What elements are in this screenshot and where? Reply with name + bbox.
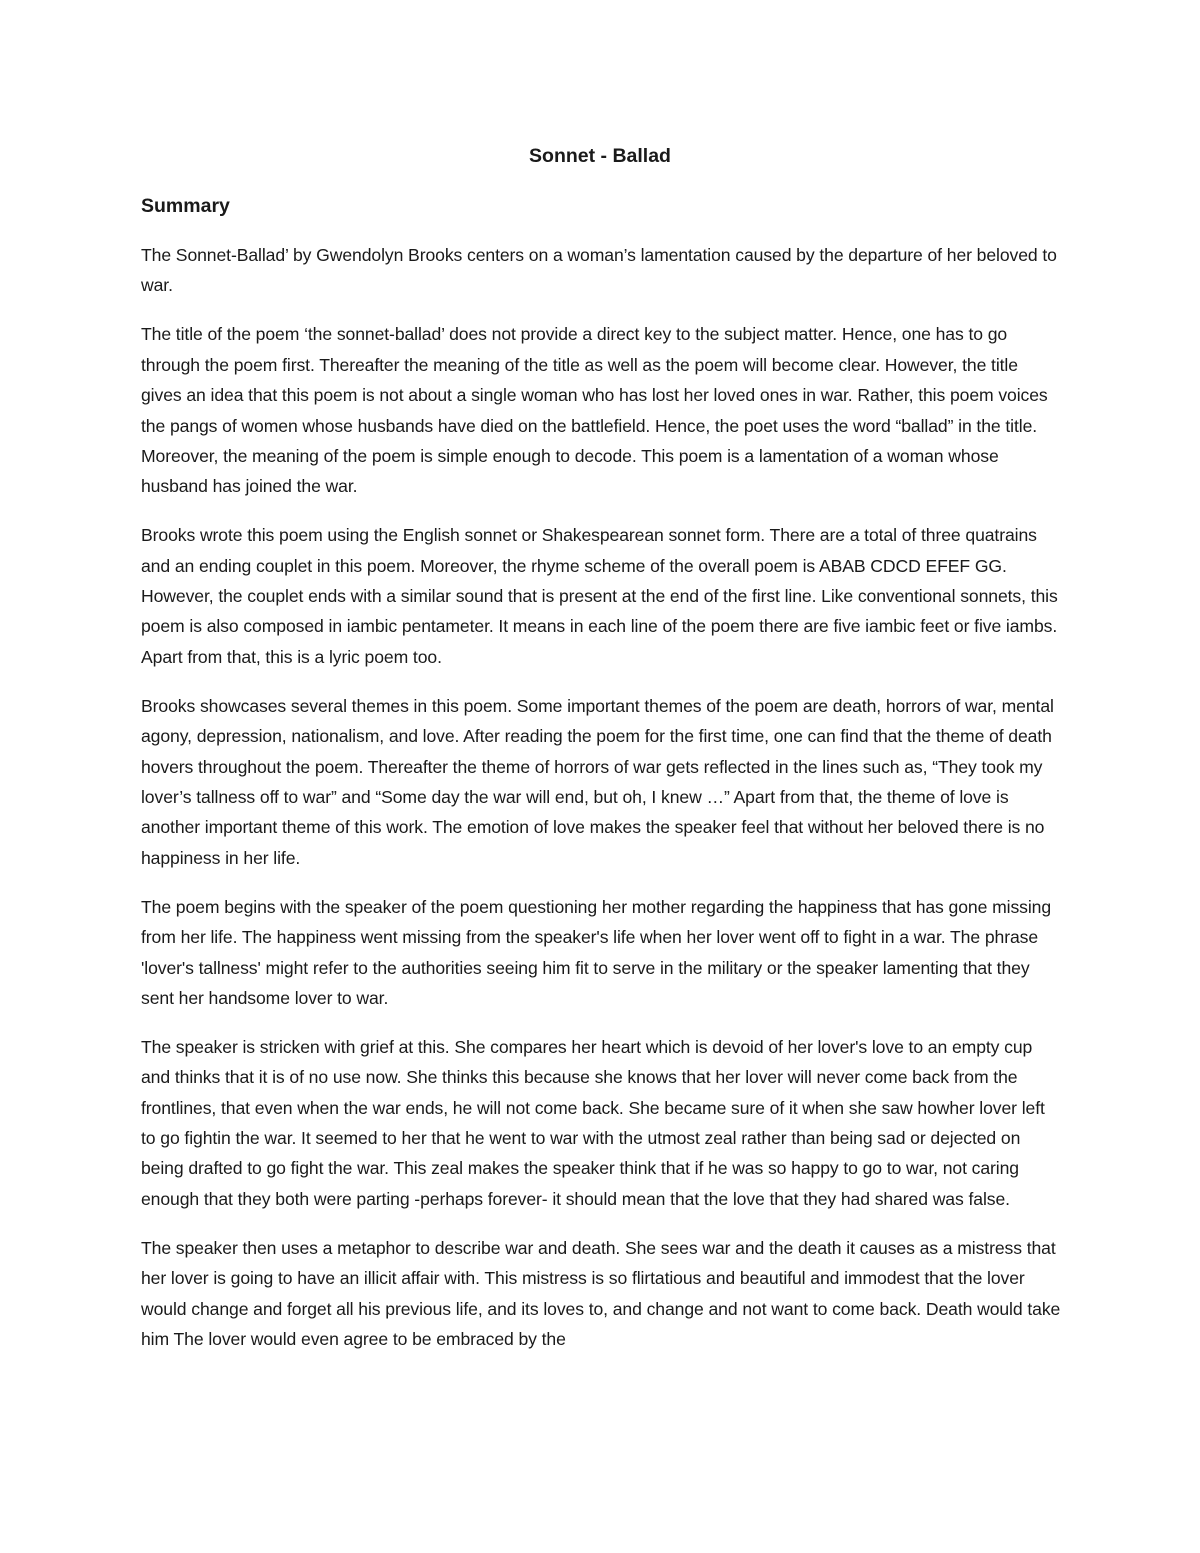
- paragraph-title-meaning: The title of the poem ‘the sonnet-ballad’ does not provide a direct key to the subject matter. Hence, one has to go through the poem first. Thereafter the meaning of the title as well as the poem will become clear. However, the title gives an idea that this poem is not about a single woman who has lost her loved ones in war. Rather, this poem voices the pangs of women whose husbands have died on the battlefield. Hence, the poet uses the word “ballad” in the title. Moreover, the meaning of the poem is simple enough to decode. This poem is a lamentation of a woman whose husband has joined the war.: [141, 324, 1048, 497]
- section-heading-summary: Summary: [141, 195, 230, 217]
- paragraph-intro: The Sonnet-Ballad’ by Gwendolyn Brooks centers on a woman’s lamentation caused by the departure of her beloved to war.: [141, 245, 1057, 296]
- document-body: [141, 240, 1061, 1373]
- paragraph-metaphor: The speaker then uses a metaphor to describe war and death. She sees war and the death it causes as a mistress that her lover is going to have an illicit affair with. This mistress is so flirtatious and beautiful and immodest that the lover would change and forget all his previous life, and its loves to, and change and not want to come back. Death would take him The lover would even agree to be embraced by the: [141, 1237, 1061, 1349]
- page-title: Sonnet - Ballad: [529, 145, 671, 167]
- paragraph-grief: The speaker is stricken with grief at this. She compares her heart which is devoid of her lover's love to an empty cup and thinks that it is of no use now. She thinks this because she knows that her lover will never come back from the frontlines, that even when the war ends, he will not come back. She became sure of it when she saw howher lover left to go fightin the war. It seemed to her that he went to war with the utmost zeal rather than being sad or dejected on being drafted to go fight the war. This zeal makes the speaker think that if he was so happy to go to war, not caring enough that they both were parting -perhaps forever- it should mean that the love that they had shared was false.: [141, 1036, 1045, 1209]
- paragraph-themes: Brooks showcases several themes in this poem. Some important themes of the poem are death, horrors of war, mental agony, depression, nationalism, and love. After reading the poem for the first time, one can find that the theme of death hovers throughout the poem. Thereafter the theme of horrors of war gets reflected in the lines such as, “They took my lover’s tallness off to war” and “Some day the war will end, but oh, I knew …” Apart from that, the theme of love is another important theme of this work. The emotion of love makes the speaker feel that without her beloved there is no happiness in her life.: [141, 695, 1054, 868]
- paragraph-opening: The poem begins with the speaker of the poem questioning her mother regarding the happiness that has gone missing from her life. The happiness went missing from the speaker's life when her lover went off to fight in a war. The phrase 'lover's tallness' might refer to the authorities seeing him fit to serve in the military or the speaker lamenting that they sent her handsome lover to war.: [141, 896, 1052, 1008]
- paragraph-form: Brooks wrote this poem using the English sonnet or Shakespearean sonnet form. There are a total of three quatrains and an ending couplet in this poem. Moreover, the rhyme scheme of the overall poem is ABAB CDCD EFEF GG. However, the couplet ends with a similar sound that is present at the end of the first line. Like conventional sonnets, this poem is also composed in iambic pentameter. It means in each line of the poem there are five iambic feet or five iambs. Apart from that, this is a lyric poem too.: [141, 525, 1058, 667]
